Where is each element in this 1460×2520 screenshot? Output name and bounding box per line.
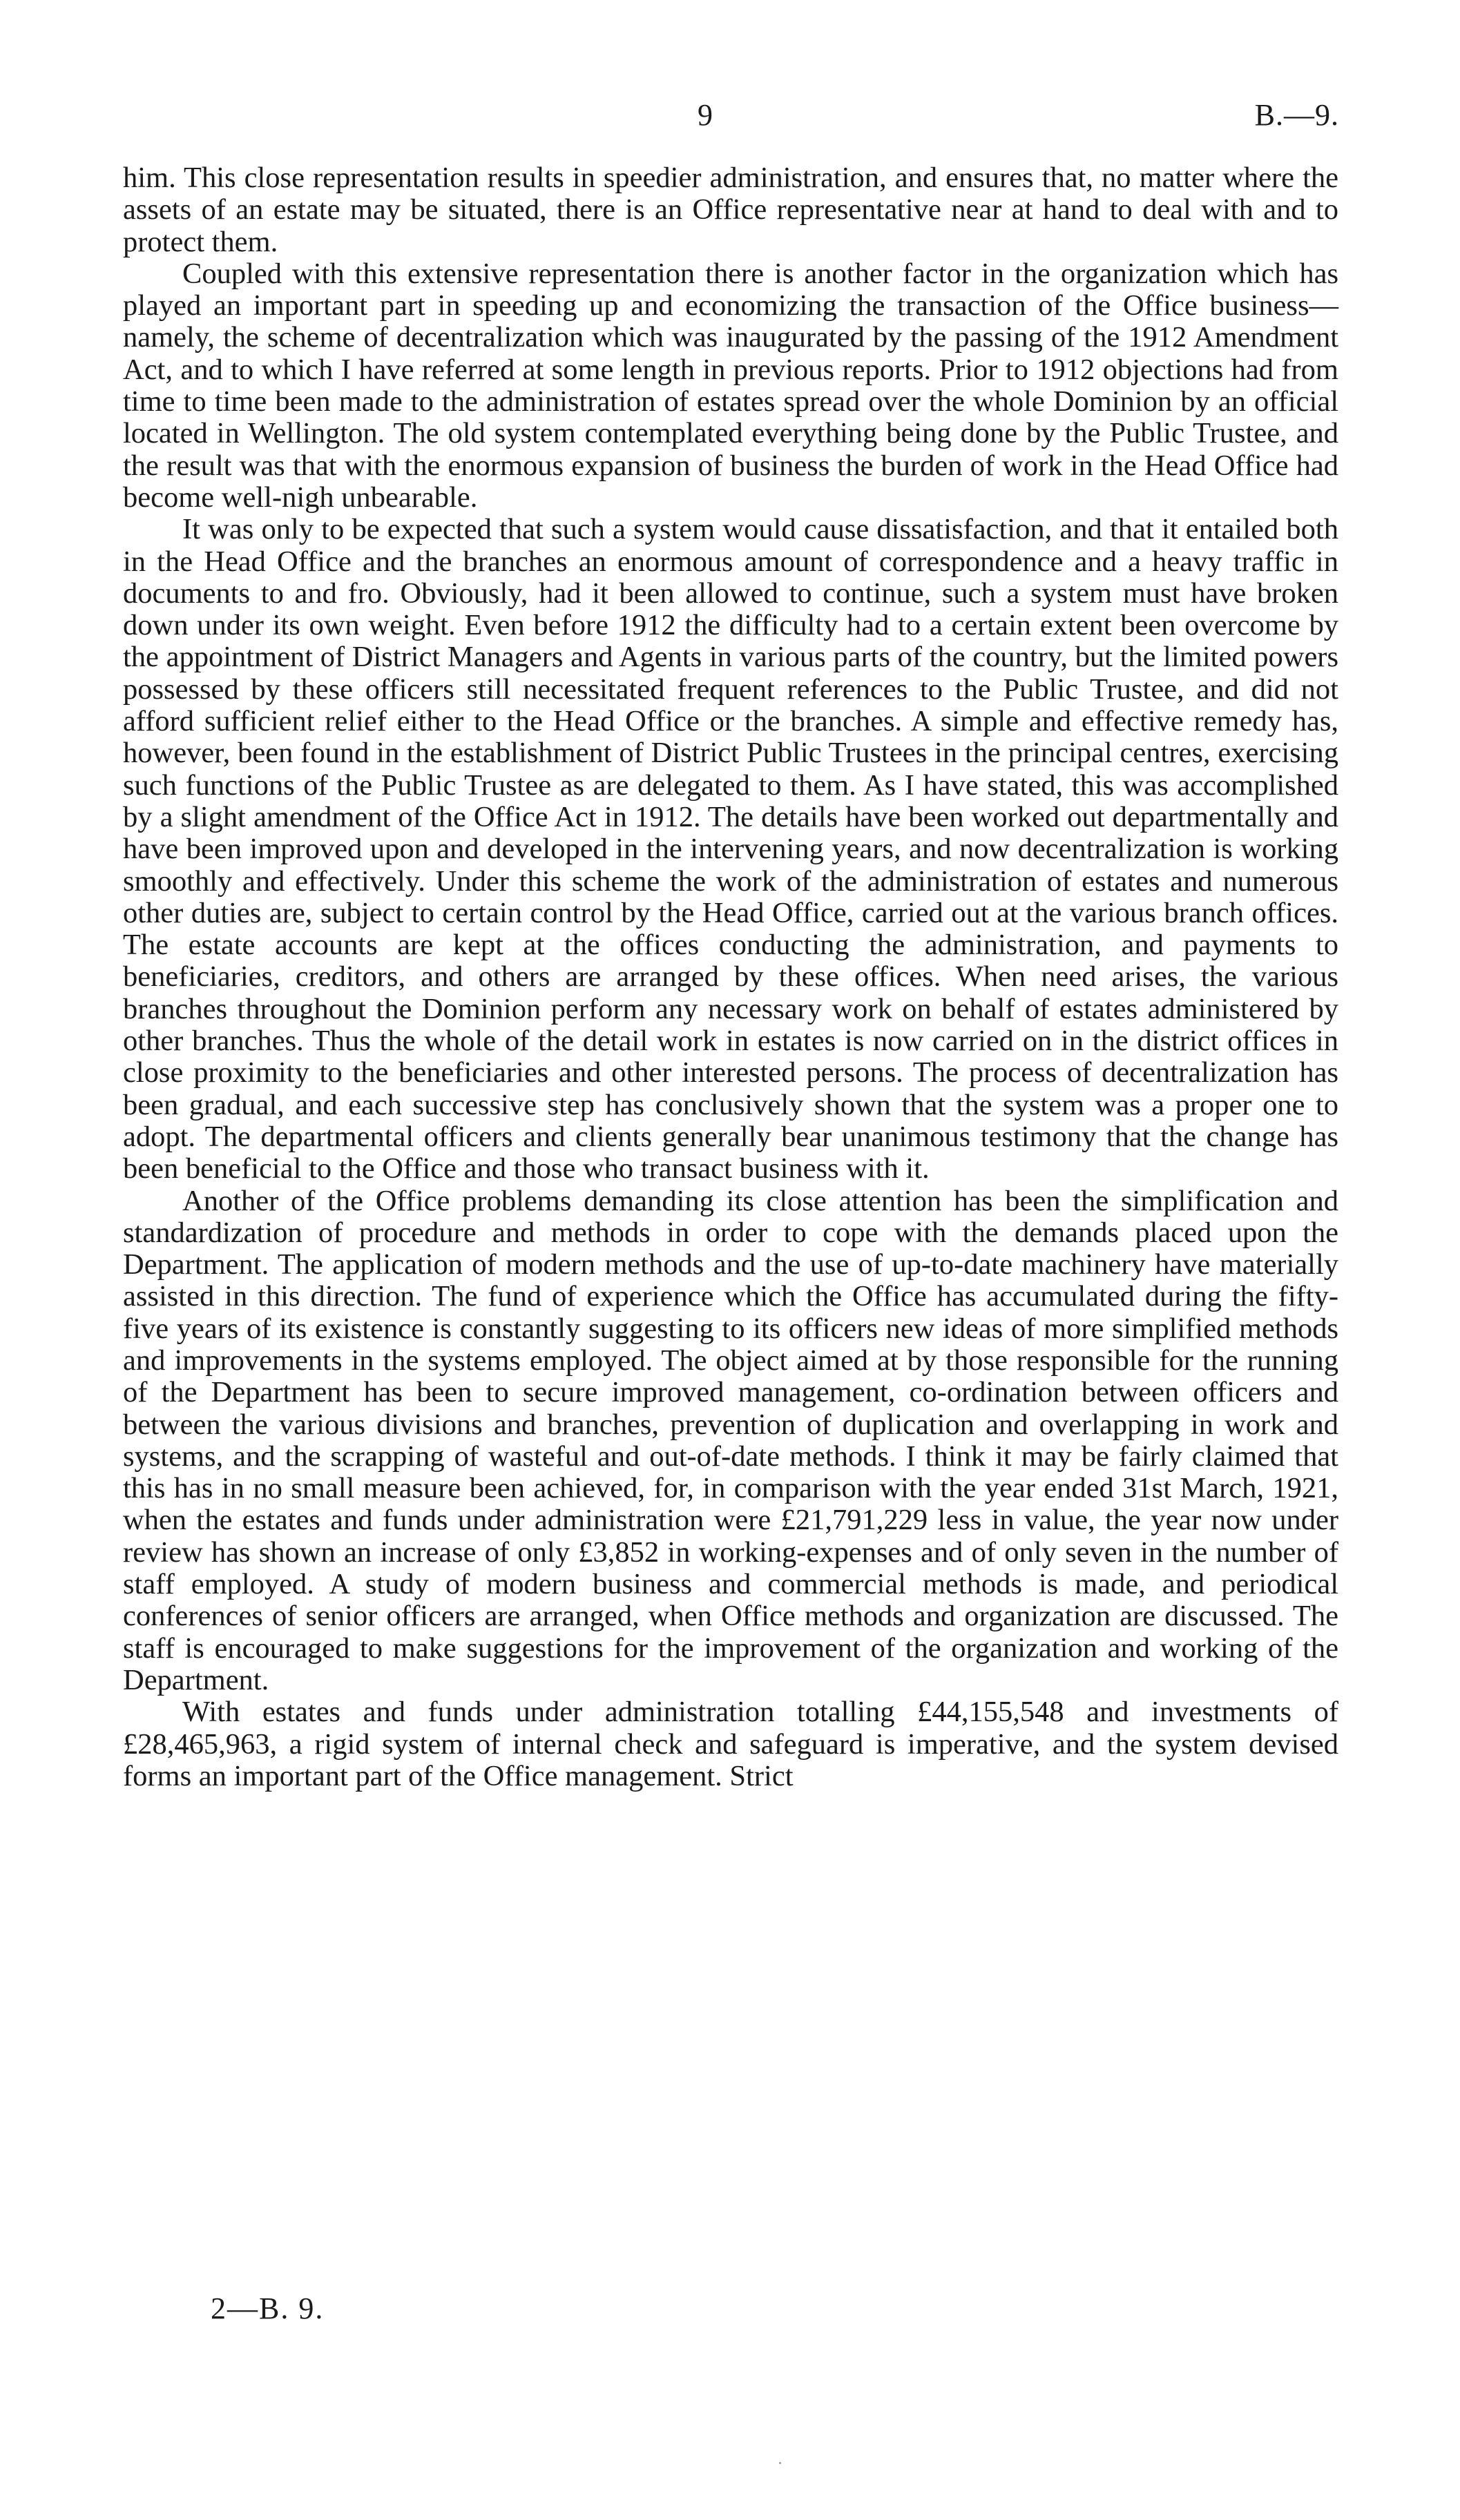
sheet-signature: 2—B. 9. [211, 2291, 325, 2325]
page-number: 9 [698, 98, 713, 132]
paragraph-decentralization: Coupled with this extensive representation there is another factor in the organization which has played an important part in speeding up and economizing the transaction of the Office business—namely, the scheme of decentralization which was inaugurated by the passing of the 1912 Amendment Act, and to which I have referred at some length in previous reports. Prior to 1912 objections had from time to time been made to the administration of estates spread over the whole Dominion by an official located in Wellington. The old system contemplated everything being done by the Public Trustee, and the result was that with the enormous expansion of business the burden of work in the Head Office had become well-nigh unbearable. [123, 257, 1338, 514]
paragraph-simplification: Another of the Office problems demanding its close attention has been the simplification and standardization of procedure and methods in order to cope with the demands placed upon the Department. The application of modern methods and the use of up-to-date machinery have materially assisted in this direction. The fund of experience which the Office has accumulated during the fifty-five years of its existence is constantly suggesting to its officers new ideas of more simplified methods and improvements in the systems employed. The object aimed at by those responsible for the running of the Department has been to secure improved management, co-ordination between officers and between the various divisions and branches, prevention of duplication and overlapping in work and systems, and the scrapping of wasteful and out-of-date methods. I think it may be fairly claimed that this has in no small measure been achieved, for, in comparison with the year ended 31st March, 1921, when the estates and funds under administration were £21,791,229 less in value, the year now under review has shown an increase of only £3,852 in working-expenses and of only seven in the number of staff employed. A study of modern business and commercial methods is made, and periodical conferences of senior officers are arranged, when Office methods and organization are discussed. The staff is encouraged to make suggestions for the improvement of the organization and working of the Department. [123, 1184, 1338, 1696]
paragraph-internal-check: With estates and funds under administration totalling £44,155,548 and investments of £28,465,963, a rigid system of internal check and safeguard is imperative, and the system devised forms an important part of the Office management. Strict [123, 1696, 1338, 1792]
paragraph-continuation: him. This close representation results in speedier administration, and ensures that, no matter where the assets of an estate may be situated, there is an Office representative near at hand to deal with and to protect them. [123, 162, 1338, 258]
paragraph-district-trustees: It was only to be expected that such a system would cause dissatisfaction, and that it entailed both in the Head Office and the branches an enormous amount of correspondence and a heavy traffic in documents to and fro. Obviously, had it been allowed to continue, such a system must have broken down under its own weight. Even before 1912 the difficulty had to a certain extent been overcome by the appointment of District Managers and Agents in various parts of the country, but the limited powers possessed by these officers still necessitated frequent references to the Public Trustee, and did not afford sufficient relief either to the Head Office or the branches. A simple and effective remedy has, however, been found in the establishment of District Public Trustees in the principal centres, exercising such functions of the Public Trustee as are delegated to them. As I have stated, this was accomplished by a slight amendment of the Office Act in 1912. The details have been worked out departmentally and have been improved upon and developed in the intervening years, and now decentralization is working smoothly and effectively. Under this scheme the work of the administration of estates and numerous other duties are, subject to certain control by the Head Office, carried out at the various branch offices. The estate accounts are kept at the offices conducting the administration, and payments to beneficiaries, creditors, and others are arranged by these offices. When need arises, the various branches throughout the Dominion perform any necessary work on behalf of estates administered by other branches. Thus the whole of the detail work in estates is now carried on in the district offices in close proximity to the beneficiaries and other interested persons. The process of decentralization has been gradual, and each successive step has conclusively shown that the system was a proper one to adopt. The departmental officers and clients generally bear unanimous testimony that the change has been beneficial to the Office and those who transact business with it. [123, 513, 1338, 1185]
scan-speck [779, 2462, 781, 2464]
body-text [123, 162, 1338, 1792]
document-reference: B.—9. [1254, 98, 1339, 132]
